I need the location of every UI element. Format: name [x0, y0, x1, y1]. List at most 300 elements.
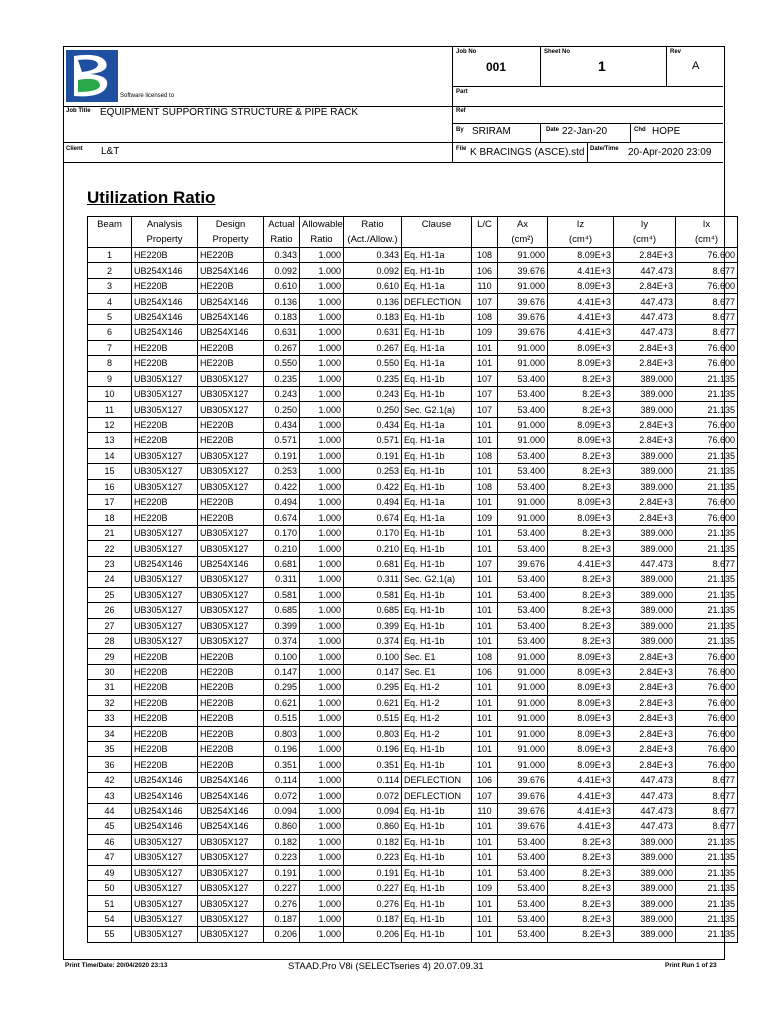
table-cell: 0.100: [344, 649, 402, 664]
table-cell: 8.2E+3: [548, 448, 614, 463]
table-cell: 0.243: [344, 386, 402, 401]
table-cell: UB305X127: [132, 896, 198, 911]
table-cell: 8.09E+3: [548, 711, 614, 726]
file: K BRACINGS (ASCE).std: [470, 147, 585, 158]
table-cell: 4: [88, 294, 132, 309]
column-subheader-8: (cm²): [498, 232, 548, 248]
table-cell: 1.000: [300, 263, 344, 278]
table-cell: UB305X127: [198, 618, 264, 633]
column-header-9: Iz: [548, 217, 614, 233]
table-cell: UB305X127: [132, 880, 198, 895]
sheet-no: 1: [598, 58, 606, 74]
table-cell: HE220B: [132, 726, 198, 741]
table-row: [88, 386, 738, 401]
table-cell: HE220B: [198, 742, 264, 757]
datetime: 20-Apr-2020 23:09: [628, 147, 712, 158]
column-header-6: Clause: [402, 217, 472, 233]
table-cell: 76.600: [676, 664, 738, 679]
table-cell: UB305X127: [198, 865, 264, 880]
table-cell: 21.135: [676, 464, 738, 479]
table-cell: HE220B: [198, 680, 264, 695]
table-cell: HE220B: [132, 248, 198, 263]
table-cell: 389.000: [614, 911, 676, 926]
table-row: [88, 433, 738, 448]
table-cell: 0.803: [344, 726, 402, 741]
table-cell: 1.000: [300, 495, 344, 510]
table-cell: 389.000: [614, 479, 676, 494]
table-cell: 5: [88, 309, 132, 324]
column-header-10: Iy: [614, 217, 676, 233]
table-cell: 39.676: [498, 309, 548, 324]
table-cell: 54: [88, 911, 132, 926]
table-cell: HE220B: [198, 433, 264, 448]
table-cell: 389.000: [614, 880, 676, 895]
table-cell: UB254X146: [132, 803, 198, 818]
column-header-2: Design: [198, 217, 264, 233]
table-cell: 101: [472, 927, 498, 942]
table-cell: UB254X146: [198, 294, 264, 309]
table-cell: Eq. H1-1a: [402, 417, 472, 432]
table-cell: 0.276: [344, 896, 402, 911]
table-cell: 8.2E+3: [548, 865, 614, 880]
table-cell: Eq. H1-1a: [402, 278, 472, 293]
table-cell: 8.2E+3: [548, 386, 614, 401]
table-cell: 0.550: [264, 356, 300, 371]
table-cell: 0.187: [344, 911, 402, 926]
table-cell: 53.400: [498, 572, 548, 587]
table-cell: 32: [88, 695, 132, 710]
table-cell: 389.000: [614, 371, 676, 386]
table-cell: 101: [472, 834, 498, 849]
table-cell: 76.600: [676, 248, 738, 263]
table-cell: 30: [88, 664, 132, 679]
table-cell: 389.000: [614, 448, 676, 463]
table-cell: Eq. H1-1b: [402, 819, 472, 834]
table-cell: 4.41E+3: [548, 772, 614, 787]
table-cell: 2.84E+3: [614, 695, 676, 710]
table-cell: 18: [88, 510, 132, 525]
software-licensed-label: Software licensed to: [120, 93, 175, 99]
table-cell: 91.000: [498, 248, 548, 263]
table-cell: 101: [472, 819, 498, 834]
table-cell: 101: [472, 541, 498, 556]
table-row: [88, 510, 738, 525]
table-cell: 0.170: [344, 525, 402, 540]
table-cell: 1.000: [300, 618, 344, 633]
table-cell: 76.600: [676, 510, 738, 525]
table-cell: 101: [472, 680, 498, 695]
table-cell: Eq. H1-1b: [402, 927, 472, 942]
table-cell: 447.473: [614, 819, 676, 834]
table-cell: 2.84E+3: [614, 742, 676, 757]
table-cell: 76.600: [676, 680, 738, 695]
table-cell: 389.000: [614, 525, 676, 540]
date: 22-Jan-20: [562, 126, 608, 137]
table-cell: 4.41E+3: [548, 325, 614, 340]
table-cell: 0.581: [264, 587, 300, 602]
column-subheader-6: [402, 232, 472, 248]
table-cell: 0.223: [264, 850, 300, 865]
table-cell: Eq. H1-1b: [402, 865, 472, 880]
table-cell: UB305X127: [132, 834, 198, 849]
table-cell: 21.135: [676, 572, 738, 587]
table-cell: UB305X127: [198, 402, 264, 417]
table-cell: 1.000: [300, 803, 344, 818]
table-cell: Eq. H1-2: [402, 695, 472, 710]
chd: HOPE: [652, 126, 681, 137]
table-cell: 4.41E+3: [548, 263, 614, 278]
table-cell: 21.135: [676, 371, 738, 386]
table-cell: 22: [88, 541, 132, 556]
table-cell: 106: [472, 263, 498, 278]
table-cell: 101: [472, 711, 498, 726]
rev-label: Rev: [670, 49, 682, 55]
table-cell: 2.84E+3: [614, 711, 676, 726]
table-cell: 107: [472, 788, 498, 803]
table-cell: 107: [472, 556, 498, 571]
table-cell: HE220B: [198, 495, 264, 510]
table-cell: 21.135: [676, 865, 738, 880]
table-cell: UB305X127: [132, 371, 198, 386]
table-cell: UB254X146: [198, 772, 264, 787]
table-cell: 8.09E+3: [548, 340, 614, 355]
table-cell: Eq. H1-1b: [402, 371, 472, 386]
client-label: Client: [66, 146, 83, 152]
table-cell: 8.2E+3: [548, 525, 614, 540]
table-cell: 39.676: [498, 819, 548, 834]
table-cell: 39.676: [498, 772, 548, 787]
table-cell: 53.400: [498, 896, 548, 911]
table-cell: 0.196: [344, 742, 402, 757]
table-cell: 1.000: [300, 278, 344, 293]
table-cell: 76.600: [676, 726, 738, 741]
table-cell: 8.2E+3: [548, 911, 614, 926]
software-version: STAAD.Pro V8i (SELECTseries 4) 20.07.09.31: [288, 961, 484, 972]
table-cell: Eq. H1-1b: [402, 448, 472, 463]
table-cell: HE220B: [198, 278, 264, 293]
table-cell: 1.000: [300, 510, 344, 525]
table-row: [88, 819, 738, 834]
table-cell: UB305X127: [132, 618, 198, 633]
table-cell: 8.09E+3: [548, 680, 614, 695]
table-cell: HE220B: [198, 510, 264, 525]
table-cell: 21.135: [676, 479, 738, 494]
table-cell: 39.676: [498, 263, 548, 278]
table-cell: 101: [472, 433, 498, 448]
column-header-8: Ax: [498, 217, 548, 233]
table-cell: UB254X146: [132, 325, 198, 340]
table-cell: HE220B: [132, 495, 198, 510]
table-row: [88, 664, 738, 679]
table-cell: 389.000: [614, 618, 676, 633]
table-cell: 101: [472, 695, 498, 710]
table-row: [88, 757, 738, 772]
table-cell: UB254X146: [132, 309, 198, 324]
table-cell: 0.136: [344, 294, 402, 309]
table-cell: 31: [88, 680, 132, 695]
table-cell: 0.343: [264, 248, 300, 263]
table-cell: 53.400: [498, 880, 548, 895]
table-cell: UB254X146: [198, 556, 264, 571]
table-cell: UB254X146: [132, 263, 198, 278]
table-row: [88, 417, 738, 432]
table-cell: 49: [88, 865, 132, 880]
table-cell: UB305X127: [132, 850, 198, 865]
table-cell: 389.000: [614, 386, 676, 401]
table-cell: UB305X127: [132, 865, 198, 880]
table-cell: UB254X146: [198, 309, 264, 324]
table-cell: UB305X127: [198, 850, 264, 865]
table-cell: 2.84E+3: [614, 356, 676, 371]
table-cell: 8.2E+3: [548, 402, 614, 417]
column-subheader-1: Property: [132, 232, 198, 248]
table-cell: 0.136: [264, 294, 300, 309]
table-cell: Eq. H1-1b: [402, 757, 472, 772]
table-cell: 1.000: [300, 911, 344, 926]
table-cell: 389.000: [614, 865, 676, 880]
table-cell: 33: [88, 711, 132, 726]
client: L&T: [101, 146, 120, 157]
table-cell: 47: [88, 850, 132, 865]
table-cell: 53.400: [498, 402, 548, 417]
table-cell: 8.2E+3: [548, 896, 614, 911]
table-cell: 8.09E+3: [548, 433, 614, 448]
table-cell: 101: [472, 587, 498, 602]
table-cell: 21.135: [676, 850, 738, 865]
table-cell: Eq. H1-1b: [402, 525, 472, 540]
table-cell: 0.191: [344, 448, 402, 463]
table-cell: 53.400: [498, 479, 548, 494]
table-cell: UB254X146: [198, 263, 264, 278]
table-cell: Eq. H1-1b: [402, 803, 472, 818]
table-row: [88, 325, 738, 340]
table-cell: 0.210: [264, 541, 300, 556]
table-row: [88, 340, 738, 355]
table-cell: 1.000: [300, 309, 344, 324]
table-cell: 1.000: [300, 371, 344, 386]
utilization-table: [87, 216, 738, 943]
datetime-label: Date/Time: [590, 146, 619, 152]
table-cell: Eq. H1-1b: [402, 587, 472, 602]
table-cell: 26: [88, 603, 132, 618]
table-row: [88, 587, 738, 602]
table-cell: 4.41E+3: [548, 788, 614, 803]
table-cell: 101: [472, 525, 498, 540]
table-cell: 39.676: [498, 294, 548, 309]
table-cell: 0.235: [264, 371, 300, 386]
table-cell: 389.000: [614, 633, 676, 648]
table-cell: 39.676: [498, 803, 548, 818]
table-cell: 8.09E+3: [548, 495, 614, 510]
table-cell: UB254X146: [132, 294, 198, 309]
table-cell: 39.676: [498, 325, 548, 340]
table-cell: 1.000: [300, 633, 344, 648]
table-cell: 1.000: [300, 819, 344, 834]
job-no-label: Job No: [456, 49, 477, 55]
table-row: [88, 309, 738, 324]
table-cell: 0.803: [264, 726, 300, 741]
table-cell: 108: [472, 649, 498, 664]
table-cell: UB305X127: [198, 880, 264, 895]
table-cell: 21.135: [676, 880, 738, 895]
table-cell: 8.09E+3: [548, 248, 614, 263]
table-cell: 1.000: [300, 541, 344, 556]
table-cell: 8.2E+3: [548, 541, 614, 556]
table-cell: 35: [88, 742, 132, 757]
table-cell: 76.600: [676, 742, 738, 757]
table-cell: 91.000: [498, 695, 548, 710]
table-cell: UB305X127: [198, 572, 264, 587]
table-cell: 1.000: [300, 695, 344, 710]
table-cell: 0.250: [264, 402, 300, 417]
table-cell: 1.000: [300, 726, 344, 741]
table-cell: 23: [88, 556, 132, 571]
table-cell: 108: [472, 248, 498, 263]
table-cell: 0.267: [344, 340, 402, 355]
table-cell: 91.000: [498, 510, 548, 525]
table-row: [88, 618, 738, 633]
column-subheader-5: (Act./Allow.): [344, 232, 402, 248]
table-cell: 29: [88, 649, 132, 664]
column-subheader-7: [472, 232, 498, 248]
table-cell: 101: [472, 911, 498, 926]
table-cell: 0.422: [344, 479, 402, 494]
table-cell: Eq. H1-1b: [402, 541, 472, 556]
table-cell: 101: [472, 865, 498, 880]
table-cell: HE220B: [132, 417, 198, 432]
table-cell: 0.399: [264, 618, 300, 633]
table-cell: 8.09E+3: [548, 757, 614, 772]
table-cell: 0.571: [344, 433, 402, 448]
table-cell: HE220B: [198, 649, 264, 664]
table-cell: 1.000: [300, 711, 344, 726]
table-cell: UB305X127: [132, 386, 198, 401]
table-row: [88, 711, 738, 726]
table-cell: 76.600: [676, 433, 738, 448]
table-cell: 1.000: [300, 865, 344, 880]
table-cell: 101: [472, 495, 498, 510]
table-cell: 1.000: [300, 556, 344, 571]
table-cell: 53.400: [498, 371, 548, 386]
table-cell: 1.000: [300, 757, 344, 772]
table-cell: 0.343: [344, 248, 402, 263]
ref-label: Ref: [456, 108, 466, 114]
table-cell: 21.135: [676, 896, 738, 911]
table-cell: 1.000: [300, 448, 344, 463]
by: SRIRAM: [472, 126, 511, 137]
table-cell: HE220B: [198, 248, 264, 263]
table-cell: 1.000: [300, 850, 344, 865]
job-title: EQUIPMENT SUPPORTING STRUCTURE & PIPE RACK: [100, 107, 359, 118]
table-cell: HE220B: [198, 417, 264, 432]
table-cell: 0.276: [264, 896, 300, 911]
table-cell: Eq. H1-1a: [402, 495, 472, 510]
table-cell: 53.400: [498, 834, 548, 849]
table-cell: 389.000: [614, 603, 676, 618]
table-cell: UB305X127: [198, 479, 264, 494]
table-cell: Eq. H1-1a: [402, 356, 472, 371]
table-row: [88, 834, 738, 849]
table-cell: 76.600: [676, 417, 738, 432]
table-cell: 44: [88, 803, 132, 818]
table-cell: 0.206: [264, 927, 300, 942]
table-cell: 0.681: [264, 556, 300, 571]
table-cell: 43: [88, 788, 132, 803]
table-cell: 107: [472, 294, 498, 309]
table-body: [88, 248, 738, 943]
table-cell: 4.41E+3: [548, 294, 614, 309]
table-cell: UB305X127: [198, 541, 264, 556]
table-cell: 1.000: [300, 402, 344, 417]
table-cell: 76.600: [676, 757, 738, 772]
table-cell: HE220B: [132, 757, 198, 772]
table-cell: 6: [88, 325, 132, 340]
column-subheader-0: [88, 232, 132, 248]
table-cell: 0.295: [344, 680, 402, 695]
table-cell: 389.000: [614, 850, 676, 865]
table-cell: UB305X127: [132, 572, 198, 587]
table-cell: 0.250: [344, 402, 402, 417]
print-run: Print Run 1 of 23: [665, 962, 717, 969]
table-cell: 0.621: [344, 695, 402, 710]
table-cell: HE220B: [132, 695, 198, 710]
table-cell: DEFLECTION: [402, 294, 472, 309]
table-row: [88, 556, 738, 571]
table-cell: 447.473: [614, 325, 676, 340]
table-cell: 0.610: [264, 278, 300, 293]
table-cell: 1.000: [300, 572, 344, 587]
table-cell: 0.631: [264, 325, 300, 340]
table-cell: 8.677: [676, 325, 738, 340]
table-row: [88, 803, 738, 818]
table-cell: 0.351: [264, 757, 300, 772]
sheet-no-label: Sheet No: [544, 49, 571, 55]
table-cell: 21.135: [676, 541, 738, 556]
table-cell: 53.400: [498, 603, 548, 618]
table-row: [88, 726, 738, 741]
table-cell: 21.135: [676, 834, 738, 849]
table-cell: Sec. G2.1(a): [402, 402, 472, 417]
table-row: [88, 356, 738, 371]
table-cell: 101: [472, 417, 498, 432]
job-title-label: Job Title: [66, 108, 91, 114]
table-cell: 2.84E+3: [614, 495, 676, 510]
table-cell: 0.581: [344, 587, 402, 602]
table-cell: 76.600: [676, 495, 738, 510]
table-cell: 2.84E+3: [614, 417, 676, 432]
table-cell: 8.09E+3: [548, 649, 614, 664]
table-row: [88, 772, 738, 787]
table-cell: HE220B: [198, 726, 264, 741]
table-cell: 389.000: [614, 896, 676, 911]
table-cell: 8.677: [676, 803, 738, 818]
table-cell: 0.223: [344, 850, 402, 865]
table-row: [88, 603, 738, 618]
table-row: [88, 541, 738, 556]
table-cell: 110: [472, 803, 498, 818]
table-cell: Sec. E1: [402, 664, 472, 679]
table-cell: 0.170: [264, 525, 300, 540]
table-cell: 28: [88, 633, 132, 648]
table-cell: UB254X146: [198, 788, 264, 803]
table-cell: 0.094: [344, 803, 402, 818]
table-cell: 389.000: [614, 587, 676, 602]
table-cell: 389.000: [614, 572, 676, 587]
table-cell: 101: [472, 850, 498, 865]
table-cell: 91.000: [498, 649, 548, 664]
table-cell: 107: [472, 386, 498, 401]
job-no: 001: [486, 60, 507, 74]
